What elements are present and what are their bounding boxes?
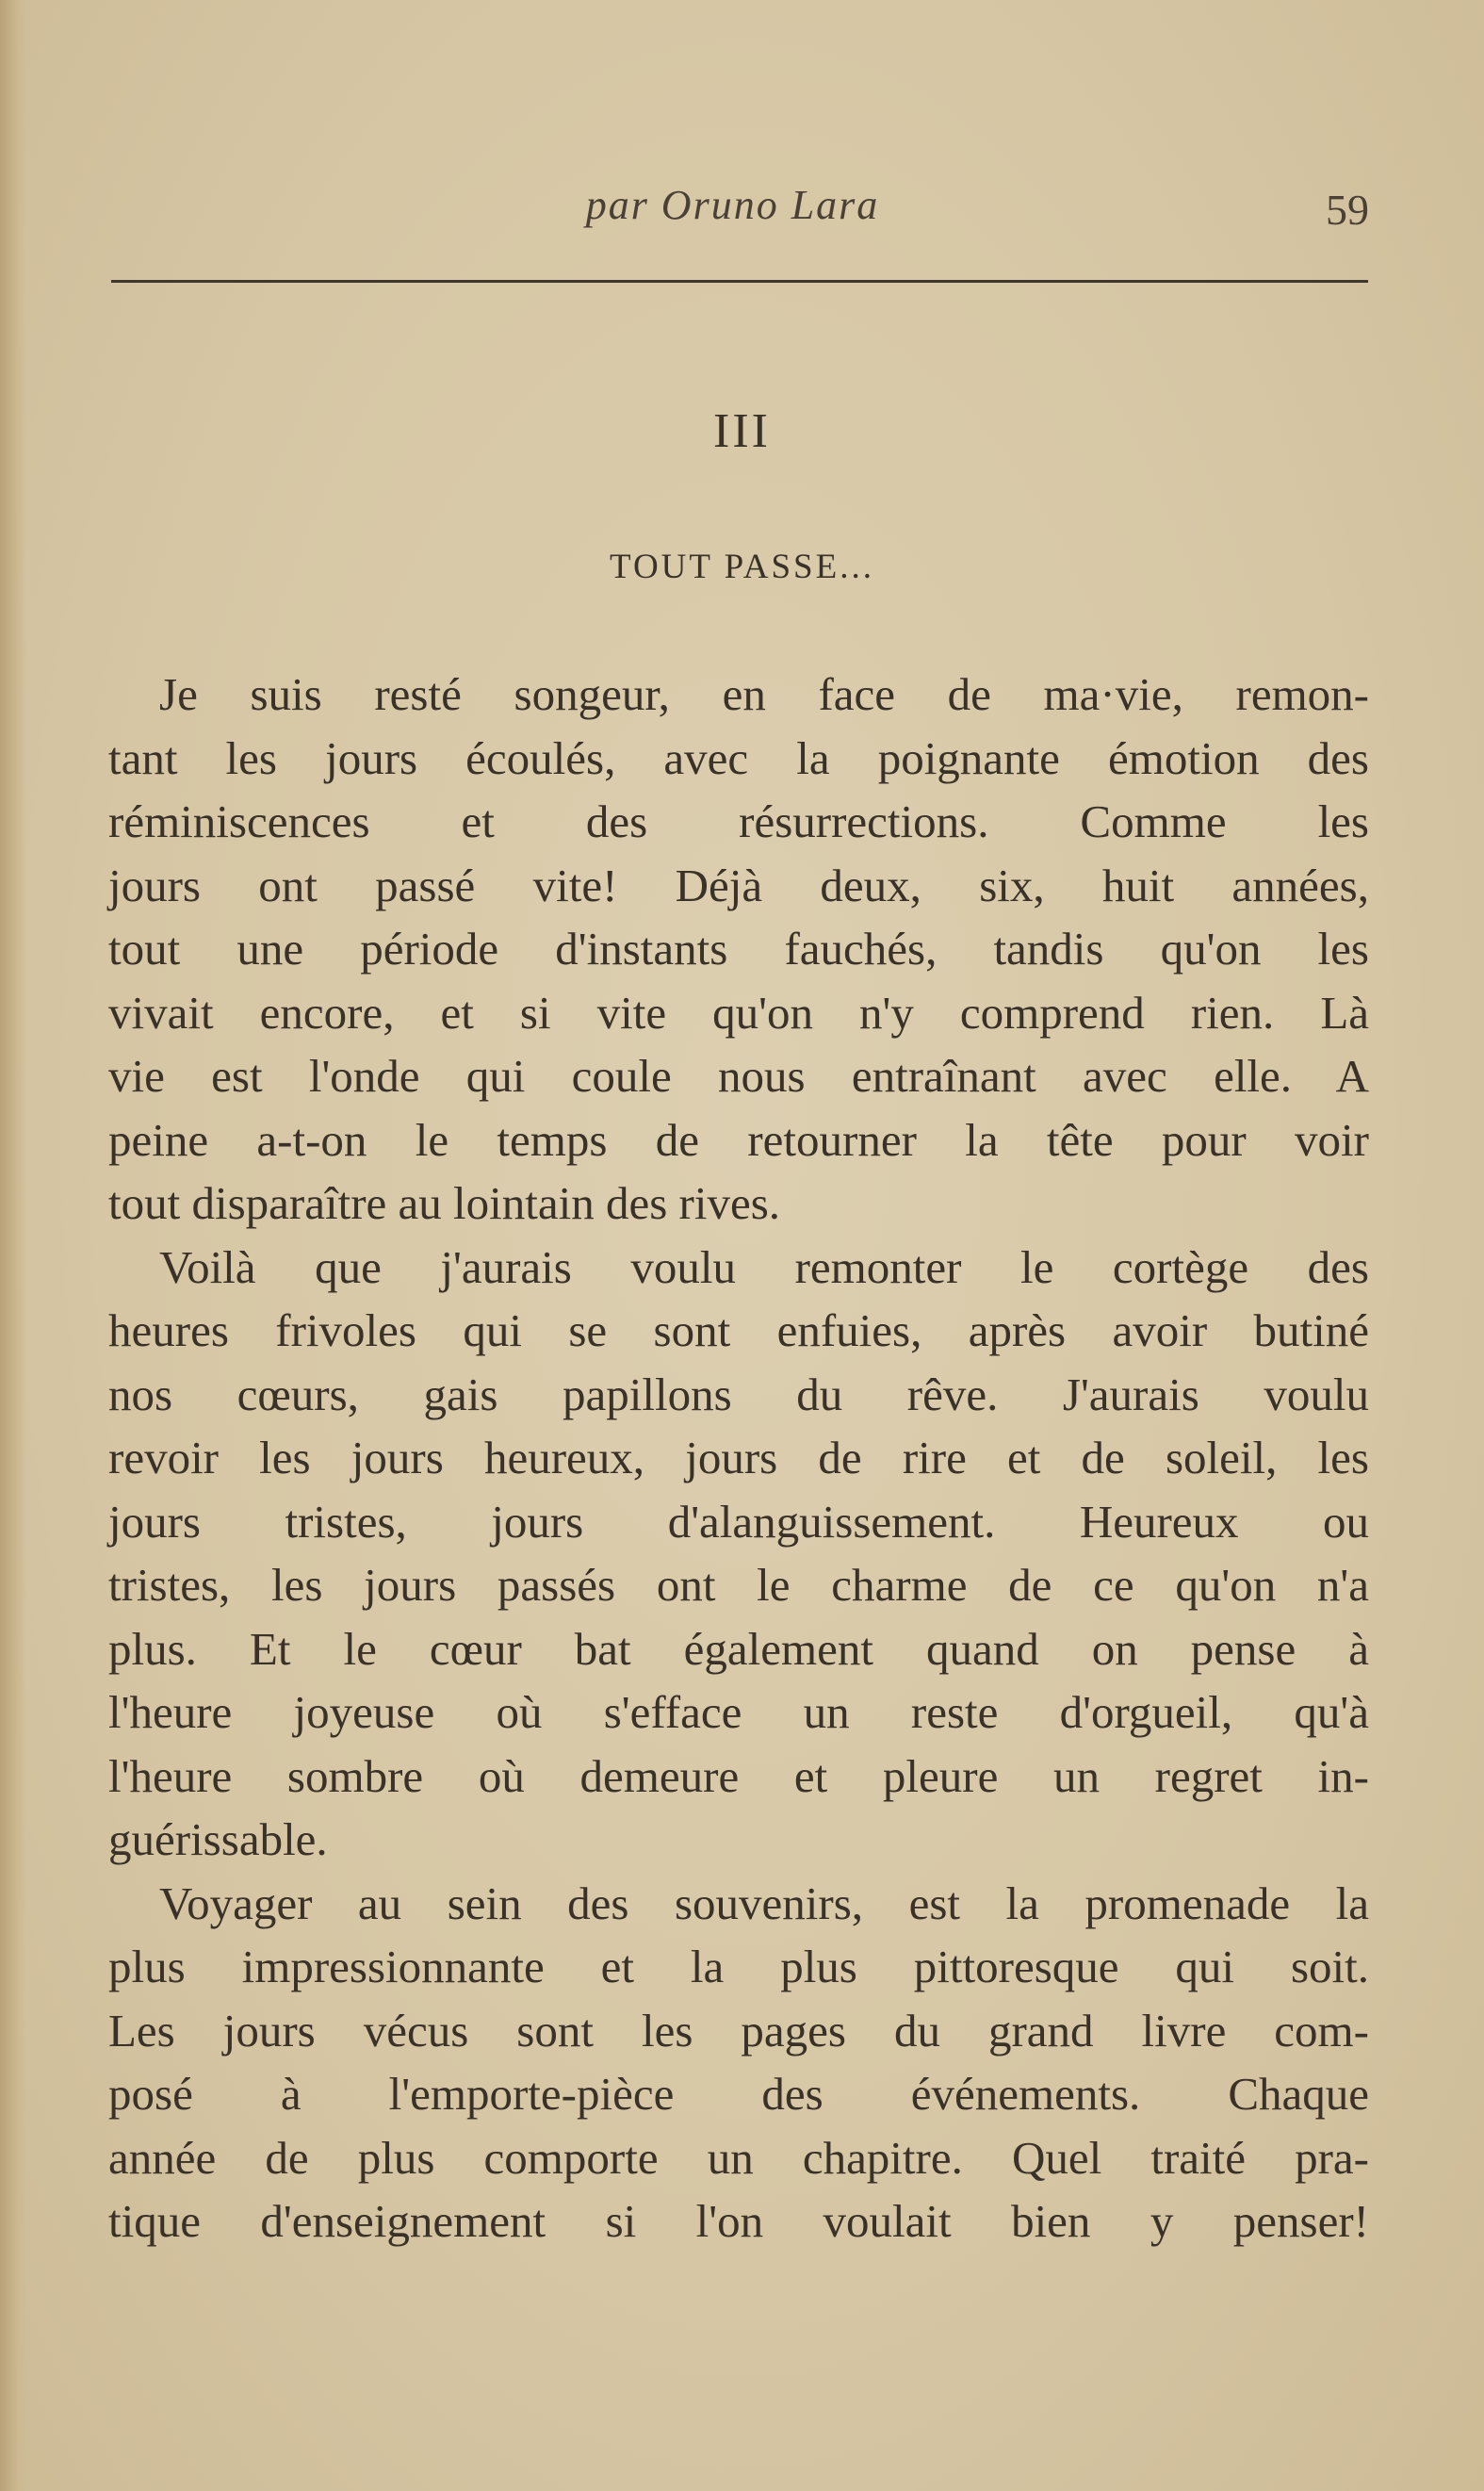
text-line: vie est l'onde qui coule nous entraînant avec elle. A — [108, 1050, 1369, 1102]
text-line: Voyager au sein des souvenirs, est la promenade la — [159, 1876, 1369, 1929]
running-head — [0, 181, 1484, 229]
page-edge-shadow — [0, 0, 26, 2491]
text-line: Voilà que j'aurais voulu remonter le cortège des — [159, 1240, 1369, 1293]
running-title: par Oruno Lara — [585, 182, 880, 228]
chapter-number: III — [713, 404, 771, 458]
text-line: plus. Et le cœur bat également quand on pense à — [108, 1622, 1369, 1675]
text-line: réminiscences et des résurrections. Comme les — [108, 795, 1369, 847]
text-line: nos cœurs, gais papillons du rêve. J'aurais voulu — [108, 1368, 1369, 1420]
text-line: l'heure sombre où demeure et pleure un regret in- — [108, 1749, 1369, 1802]
header-rule — [111, 280, 1368, 283]
text-line: tout disparaître au lointain des rives. — [108, 1177, 781, 1229]
text-line: posé à l'emporte-pièce des événements. Chaque — [108, 2068, 1369, 2120]
text-line: Je suis resté songeur, en face de ma·vie, remon- — [159, 668, 1369, 720]
text-line: tristes, les jours passés ont le charme de ce qu'on n'a — [108, 1559, 1369, 1611]
text-line: Les jours vécus sont les pages du grand livre com- — [108, 2004, 1369, 2057]
text-line: tique d'enseignement si l'on voulait bien y penser! — [108, 2195, 1369, 2247]
text-line: l'heure joyeuse où s'efface un reste d'orgueil, qu'à — [108, 1686, 1369, 1738]
text-line: tant les jours écoulés, avec la poignante émotion des — [108, 731, 1369, 784]
text-line: plus impressionnante et la plus pittoresque qui soit. — [108, 1941, 1369, 1992]
body-text — [108, 663, 1369, 2253]
text-line: revoir les jours heureux, jours de rire et de soleil, les — [108, 1432, 1369, 1483]
text-line: vivait encore, et si vite qu'on n'y comprend rien. Là — [108, 986, 1369, 1039]
text-line: tout une période d'instants fauchés, tandis qu'on les — [108, 923, 1369, 975]
text-line: peine a-t-on le temps de retourner la tête pour voir — [108, 1113, 1369, 1166]
text-line: heures frivoles qui se sont enfuies, après avoir butiné — [108, 1304, 1369, 1356]
text-line: jours ont passé vite! Déjà deux, six, huit années, — [108, 859, 1369, 911]
text-line: jours tristes, jours d'alanguissement. Heureux ou — [108, 1495, 1369, 1548]
page-number: 59 — [1326, 186, 1369, 234]
chapter-title: TOUT PASSE... — [610, 548, 874, 586]
text-line: guérissable. — [108, 1813, 328, 1865]
text-line: année de plus comporte un chapitre. Quel traité pra- — [108, 2131, 1369, 2184]
